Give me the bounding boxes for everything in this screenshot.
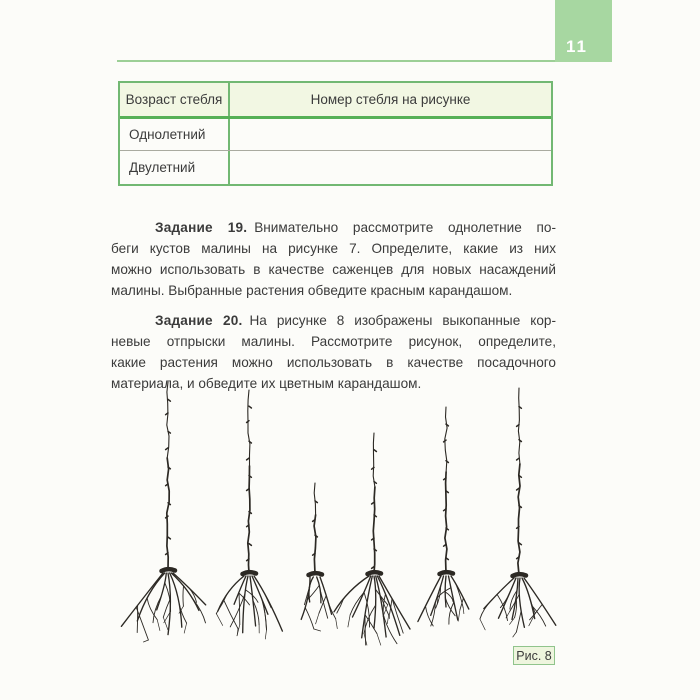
table-cell-annual-label: Однолетний: [120, 119, 230, 150]
page-number: 11: [566, 37, 588, 56]
task-20-line-4: материала, и обведите их цветным карандашом.: [111, 376, 422, 391]
task-19-line-4: малины. Выбранные растения обведите красным карандашом.: [111, 283, 513, 298]
task-20-line-3: какие растения можно использовать в качестве посадочного: [111, 355, 556, 370]
task-19-label: Задание 19.: [155, 220, 248, 235]
task-19-line-1: Задание 19. Внимательно рассмотрите однолетние по-: [155, 220, 556, 235]
task-20-line-2: невые отпрыски малины. Рассмотрите рисунок, определите,: [111, 334, 556, 349]
task-19-paragraph: [111, 217, 556, 301]
page-number-badge: [555, 0, 612, 62]
table-header-stem-age: Возраст стебля: [120, 83, 230, 116]
table-cell-annual-answer: [230, 119, 551, 150]
task-19-line-3: можно использовать в качестве саженцев для новых насаждений: [111, 262, 556, 277]
task-20-line-1: Задание 20. На рисунке 8 изображены выкопанные кор-: [155, 313, 556, 328]
task-paragraphs: [111, 217, 556, 394]
table-header-stem-number: Номер стебля на рисунке: [310, 92, 471, 107]
figure-8-raspberry-root-suckers-illustration: [108, 378, 560, 652]
table-cell-biennial-label: Двулетний: [120, 151, 230, 184]
table-row-annual: [120, 119, 551, 151]
task-19-line-2: беги кустов малины на рисунке 7. Определите, какие из них: [111, 241, 556, 256]
header-rule: [117, 60, 555, 62]
stem-age-table: [118, 81, 553, 186]
table-row-biennial: [120, 151, 551, 184]
figure-caption-text: Рис. 8: [516, 648, 552, 663]
table-cell-biennial-answer: [230, 151, 551, 184]
task-20-label: Задание 20.: [155, 313, 243, 328]
table-header-row: [120, 83, 551, 119]
figure-caption: [513, 646, 555, 665]
